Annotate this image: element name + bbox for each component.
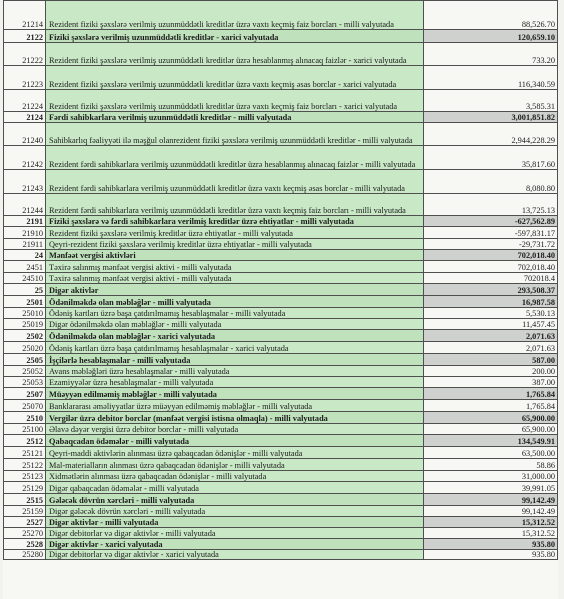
- account-code: 21910: [4, 227, 46, 239]
- account-name: Rezident fiziki şəxslərə verilmiş uzunmüddətli kreditlər üzrə vaxtı keçmiş faiz borcları - xarici valyutada: [46, 90, 424, 112]
- account-amount: 3,001,851.82: [424, 112, 558, 123]
- account-name: Fərdi sahibkarlara verilmiş uzunmüddətli kreditlər - milli valyutada: [46, 112, 424, 123]
- account-name: Təxirə salınmış mənfəət vergisi aktivi - milli valyutada: [46, 261, 424, 273]
- account-amount: 15,312.52: [424, 517, 558, 528]
- table-row: [4, 447, 558, 459]
- account-name: İşçilərlə hesablaşmalar - milli valyutada: [46, 354, 424, 366]
- account-name: Rezident fiziki şəxslərə verilmiş kreditlər üzrə ehtiyatlar - milli valyutada: [46, 227, 424, 239]
- table-row: [4, 482, 558, 494]
- table-row: [4, 330, 558, 342]
- account-code: 2502: [4, 330, 46, 342]
- account-name: Ödəniş kartları üzrə başa çatdırılmamış hesablaşmalar - xarici valyutada: [46, 342, 424, 354]
- account-name: Qeyri-maddi aktivlərin alınması üzrə qabaqcadan ödənişlər - milli valyutada: [46, 447, 424, 459]
- account-code: 2501: [4, 296, 46, 308]
- table-row: [4, 194, 558, 216]
- account-code: 21222: [4, 43, 46, 66]
- account-code: 2512: [4, 435, 46, 447]
- account-name: Digər ödənilməkdə olan məbləğlər - milli valyutada: [46, 319, 424, 330]
- table-row: [4, 227, 558, 239]
- account-name: Mal-materialların alınması üzrə qabaqcadan ödənişlər - milli valyutada: [46, 459, 424, 471]
- table-row: [4, 66, 558, 90]
- account-code: 25121: [4, 447, 46, 459]
- account-amount: 65,900.00: [424, 412, 558, 424]
- account-amount: 387.00: [424, 377, 558, 388]
- table-row: [4, 366, 558, 377]
- account-code: 2528: [4, 539, 46, 550]
- account-amount: 99,142.49: [424, 494, 558, 506]
- account-code: 25123: [4, 471, 46, 482]
- account-code: 2510: [4, 412, 46, 424]
- account-code: 2505: [4, 354, 46, 366]
- table-row: [4, 528, 558, 539]
- table-row: [4, 112, 558, 123]
- table-row: [4, 354, 558, 366]
- account-code: 25129: [4, 482, 46, 494]
- accounts-table-body: [4, 1, 558, 560]
- account-code: 2507: [4, 388, 46, 400]
- account-amount: 99,142.49: [424, 506, 558, 517]
- account-amount: 65,900.00: [424, 424, 558, 435]
- account-name: Mənfəət vergisi aktivləri: [46, 250, 424, 261]
- account-code: 25270: [4, 528, 46, 539]
- table-row: [4, 517, 558, 528]
- account-amount: 702,018.40: [424, 261, 558, 273]
- table-row: [4, 1, 558, 30]
- account-amount: 5,530.13: [424, 308, 558, 319]
- account-name: Digər debitorlar və digər aktivlər - xarici valyutada: [46, 550, 424, 560]
- table-row: [4, 435, 558, 447]
- table-row: [4, 170, 558, 194]
- account-name: Qabaqcadan ödəmələr - milli valyutada: [46, 435, 424, 447]
- account-amount: 2,944,228.29: [424, 123, 558, 146]
- account-name: Rezident fərdi sahibkarlara verilmiş uzunmüddətli kreditlər üzrə vaxtı keçmiş əsas borclar - milli valyutada: [46, 170, 424, 194]
- account-amount: 88,526.70: [424, 1, 558, 30]
- account-code: 25159: [4, 506, 46, 517]
- account-name: Əlavə dəyər vergisi üzrə debitor borclar - milli valyutada: [46, 424, 424, 435]
- account-amount: 2,071.63: [424, 342, 558, 354]
- account-name: Ödəniş kartları üzrə başa çatdırılmamış hesablaşmalar - milli valyutada: [46, 308, 424, 319]
- account-amount: 3,585.31: [424, 90, 558, 112]
- account-code: 2191: [4, 216, 46, 227]
- account-name: Fiziki şəxslərə və fərdi sahibkarlara verilmiş kreditlər üzrə ehtiyatlar - milli valyutada: [46, 216, 424, 227]
- table-row: [4, 216, 558, 227]
- account-code: 21242: [4, 146, 46, 170]
- account-code: 2124: [4, 112, 46, 123]
- account-name: Digər qabaqcadan ödəmələr - milli valyutada: [46, 482, 424, 494]
- account-code: 25070: [4, 400, 46, 412]
- account-name: Banklararası əməliyyatlar üzrə müəyyən edilməmiş məbləğlər - milli valyutada: [46, 400, 424, 412]
- table-row: [4, 296, 558, 308]
- table-row: [4, 273, 558, 284]
- table-row: [4, 146, 558, 170]
- account-name: Qeyri-rezident fiziki şəxslərə verilmiş kreditlər üzrə ehtiyatlar - milli valyutada: [46, 239, 424, 250]
- account-amount: 1,765.84: [424, 388, 558, 400]
- account-code: 21240: [4, 123, 46, 146]
- account-code: 25052: [4, 366, 46, 377]
- table-row: [4, 550, 558, 560]
- table-row: [4, 459, 558, 471]
- account-code: 2122: [4, 30, 46, 43]
- account-amount: 587.00: [424, 354, 558, 366]
- table-row: [4, 400, 558, 412]
- table-row: [4, 342, 558, 354]
- table-row: [4, 494, 558, 506]
- account-name: Digər aktivlər: [46, 284, 424, 296]
- account-amount: 200.00: [424, 366, 558, 377]
- account-amount: 15,312.52: [424, 528, 558, 539]
- account-amount: 2,071.63: [424, 330, 558, 342]
- account-name: Rezident fiziki şəxslərə verilmiş uzunmüddətli kreditlər üzrə vaxtı keçmiş faiz borcları - milli valyutada: [46, 1, 424, 30]
- account-code: 21223: [4, 66, 46, 90]
- account-amount: 8,080.80: [424, 170, 558, 194]
- account-name: Rezident fiziki şəxslərə verilmiş uzunmüddətli kreditlər üzrə hesablanmış alınacaq faizlər - xarici valyutada: [46, 43, 424, 66]
- table-row: [4, 250, 558, 261]
- account-amount: 39,991.05: [424, 482, 558, 494]
- account-amount: 120,659.10: [424, 30, 558, 43]
- account-amount: 13,725.13: [424, 194, 558, 216]
- table-row: [4, 388, 558, 400]
- account-name: Rezident fərdi sahibkarlara verilmiş uzunmüddətli kreditlər üzrə hesablanmış alınacaq faizlər - milli valyutada: [46, 146, 424, 170]
- account-amount: 293,508.37: [424, 284, 558, 296]
- account-amount: 63,500.00: [424, 447, 558, 459]
- account-code: 25010: [4, 308, 46, 319]
- accounts-table: [3, 0, 558, 560]
- account-code: 21244: [4, 194, 46, 216]
- account-amount: 31,000.00: [424, 471, 558, 482]
- account-code: 25020: [4, 342, 46, 354]
- account-code: 24510: [4, 273, 46, 284]
- account-code: 25019: [4, 319, 46, 330]
- account-name: Xidmətlərin alınması üzrə qabaqcadan ödənişlər - milli valyutada: [46, 471, 424, 482]
- account-name: Sahibkarlıq fəaliyyəti ilə məşğul olanrezident fiziki şəxslərə verilmiş uzunmüddətli kreditlər - milli valyutada: [46, 123, 424, 146]
- account-name: Avans məbləğləri üzrə hesablaşmalar - milli valyutada: [46, 366, 424, 377]
- account-amount: 11,457.45: [424, 319, 558, 330]
- account-name: Rezident fərdi sahibkarlara verilmiş uzunmüddətli kreditlər üzrə vaxtı keçmiş faiz borcları - milli valyutada: [46, 194, 424, 216]
- account-name: Ödənilməkdə olan məbləğlər - milli valyutada: [46, 296, 424, 308]
- account-name: Digər aktivlər - xarici valyutada: [46, 539, 424, 550]
- table-row: [4, 308, 558, 319]
- account-code: 21224: [4, 90, 46, 112]
- account-code: 25122: [4, 459, 46, 471]
- table-row: [4, 506, 558, 517]
- table-row: [4, 30, 558, 43]
- account-amount: 1,765.84: [424, 400, 558, 412]
- account-amount: 935.80: [424, 550, 558, 560]
- account-name: Fiziki şəxslərə verilmiş uzunmüddətli kreditlər - xarici valyutada: [46, 30, 424, 43]
- account-name: Gələcək dövrün xərcləri - milli valyutada: [46, 494, 424, 506]
- account-code: 25280: [4, 550, 46, 560]
- account-amount: -627,562.89: [424, 216, 558, 227]
- account-code: 2527: [4, 517, 46, 528]
- table-row: [4, 284, 558, 296]
- account-amount: 58.86: [424, 459, 558, 471]
- account-name: Müəyyən edilməmiş məbləğlər - milli valyutada: [46, 388, 424, 400]
- table-row: [4, 123, 558, 146]
- account-name: Digər debitorlar və digər aktivlər - milli valyutada: [46, 528, 424, 539]
- account-name: Rezident fiziki şəxslərə verilmiş uzunmüddətli kreditlər üzrə vaxtı keçmiş əsas borclar - xarici valyutada: [46, 66, 424, 90]
- account-name: Təxirə salınmış mənfəət vergisi aktivi - milli valyutada: [46, 273, 424, 284]
- table-row: [4, 261, 558, 273]
- account-code: 25053: [4, 377, 46, 388]
- account-amount: 935.80: [424, 539, 558, 550]
- account-code: 21214: [4, 1, 46, 30]
- account-code: 2451: [4, 261, 46, 273]
- account-code: 21243: [4, 170, 46, 194]
- account-amount: 16,987.58: [424, 296, 558, 308]
- table-row: [4, 319, 558, 330]
- table-row: [4, 377, 558, 388]
- table-row: [4, 412, 558, 424]
- table-row: [4, 424, 558, 435]
- account-code: 25100: [4, 424, 46, 435]
- account-name: Ezamiyyələr üzrə hesablaşmalar - milli valyutada: [46, 377, 424, 388]
- table-row: [4, 539, 558, 550]
- account-amount: 35,817.60: [424, 146, 558, 170]
- account-amount: 134,549.91: [424, 435, 558, 447]
- account-code: 24: [4, 250, 46, 261]
- account-amount: 733.20: [424, 43, 558, 66]
- account-code: 2515: [4, 494, 46, 506]
- account-code: 21911: [4, 239, 46, 250]
- account-amount: 702018.4: [424, 273, 558, 284]
- account-amount: 116,340.59: [424, 66, 558, 90]
- account-amount: 702,018.40: [424, 250, 558, 261]
- table-row: [4, 471, 558, 482]
- account-name: Vergilər üzrə debitor borclar (mənfəət vergisi istisna olmaqla) - milli valyutada: [46, 412, 424, 424]
- table-row: [4, 43, 558, 66]
- balance-sheet-page: [3, 0, 558, 599]
- account-name: Ödənilməkdə olan məbləğlər - xarici valyutada: [46, 330, 424, 342]
- account-name: Digər aktivlər - milli valyutada: [46, 517, 424, 528]
- table-row: [4, 90, 558, 112]
- account-amount: -597,831.17: [424, 227, 558, 239]
- account-amount: -29,731.72: [424, 239, 558, 250]
- account-name: Digər gələcək dövrün xərcləri - milli valyutada: [46, 506, 424, 517]
- account-code: 25: [4, 284, 46, 296]
- table-row: [4, 239, 558, 250]
